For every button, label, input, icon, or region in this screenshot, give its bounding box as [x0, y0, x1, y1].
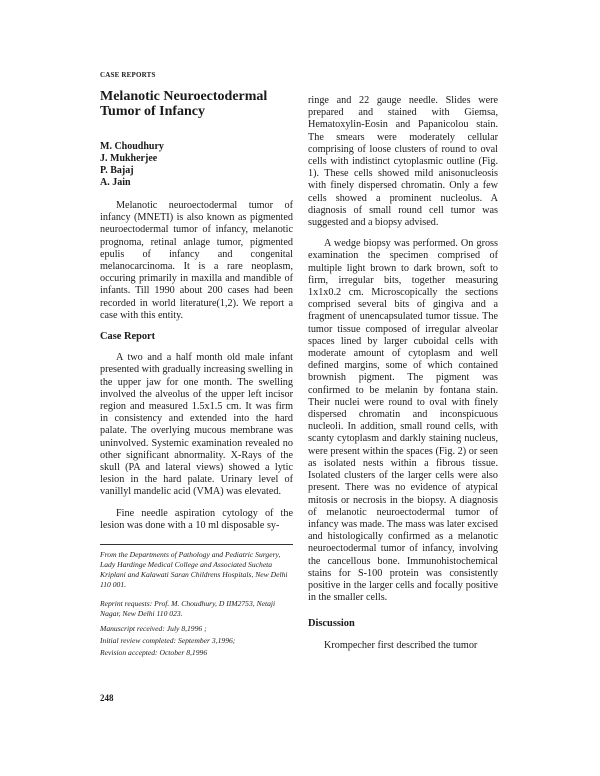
review-note: Initial review completed: September 3,1996; — [100, 636, 236, 645]
page-number: 248 — [100, 693, 114, 703]
affiliation-note: From the Departments of Pathology and Pediatric Surgery, Lady Hardinge Medical College and Associated Sucheta Kriplani and Kalawati Saran Childrens Hospitals, New Delhi 110 001. — [100, 550, 288, 589]
right-column — [308, 95, 498, 652]
section-tag: CASE REPORTS — [100, 71, 156, 79]
left-column — [100, 200, 293, 532]
discussion-paragraph: Krompecher first described the tumor — [324, 639, 478, 651]
intro-paragraph: Melanotic neuroectodermal tumor of infancy (MNETI) is also known as pigmented neuroectodermal tumor of infancy, melanotic prognoma, retinal anlage tumor, pigmented epulis of infancy and congenital melanocarcinoma. It is a rare neoplasm, occuring primarily in maxilla and mandible of infants. Till 1990 about 200 cases had been recorded in world literature(1,2). We report a case with this entity. — [100, 200, 293, 321]
article-title: Melanotic Neuroectodermal Tumor of Infancy — [100, 89, 268, 119]
biopsy-paragraph: A wedge biopsy was performed. On gross examination the specimen comprised of multiple light brown to dark brown, soft to firm, irregular bits, together measuring 1x1x0.2 cm. Microscopically the sections comprised several bits of gingiva and a fragment of unencapsulated tumor tissue. The tumor tissue composed of irregular alveolar spaces lined by larger cuboidal cells with moderate amount of cytoplasm and well defined margins, some of which contained brownish pigment. The pigment was confirmed to be melanin by fontana stain. Their nuclei were round to oval with finely dispersed chromatin and inconspicuous nucleoli. In addition, small round cells, with scanty cytoplasm and darkly staining nucleus, were present within the spaces (Fig. 2) or seen as isolated nests within a fibrous tissue. Isolated clusters of the larger cells were also present. There was no evidence of atypical mitosis or necrosis in the biopsy. A diagnosis of melanotic neuroectodermal tumor of infancy was made. The mass was later excised and histologically confirmed as a melanotic neuroectodermal tumor of infancy, involving the cancellous bone. Immunohistochemical stains for S-100 protein was consistently positive in the larger cells and focally positive in the smaller cells. — [308, 238, 498, 604]
discussion-heading: Discussion — [308, 618, 355, 630]
author-name: A. Jain — [100, 177, 131, 188]
author-name: J. Mukherjee — [100, 153, 158, 164]
author-name: P. Bajaj — [100, 165, 134, 176]
accepted-note: Revision accepted: October 8,1996 — [100, 648, 208, 657]
reprint-note: Reprint requests: Prof. M. Choudhury, D IIM2753, Netaji Nagar, New Delhi 110 023. — [100, 599, 276, 618]
cytology-paragraph: ringe and 22 gauge needle. Slides were prepared and stained with Giemsa, Hematoxylin-Eosin and Papanicolou stain. The smears were moderately cellular comprising of loose clusters of round to oval cells with indistinct cytoplasmic outline (Fig. 1). These cells showed mild anisonucleosis with finely dispersed chromatin. Only a few cells showed a prominent nucleolus. A diagnosis of small round cell tumor was suggested and a biopsy advised. — [308, 95, 498, 229]
fnac-paragraph: Fine needle aspiration cytology of the lesion was done with a 10 ml disposable sy- — [100, 507, 293, 531]
case-report-paragraph: A two and a half month old male infant presented with gradually increasing swelling in the upper jaw for one month. The swelling involved the alveolus of the upper left incisor region and measured 1.5x1.5 cm. It was firm in consistency and extended into the hard palate. The overlying mucous membrane was uninvolved. Systemic examination revealed no other significant abnormality. X-Rays of the skull (PA and lateral views) showed a lytic lesion in the hard palate. Urinary level of vanillyl mandelic acid (VMA) was elevated. — [100, 352, 293, 498]
case-report-heading: Case Report — [100, 331, 156, 343]
author-name: M. Choudhury — [100, 141, 164, 152]
footnote-divider — [100, 544, 293, 545]
received-note: Manuscript received: July 8,1996 ; — [100, 624, 207, 633]
author-list — [100, 141, 164, 189]
